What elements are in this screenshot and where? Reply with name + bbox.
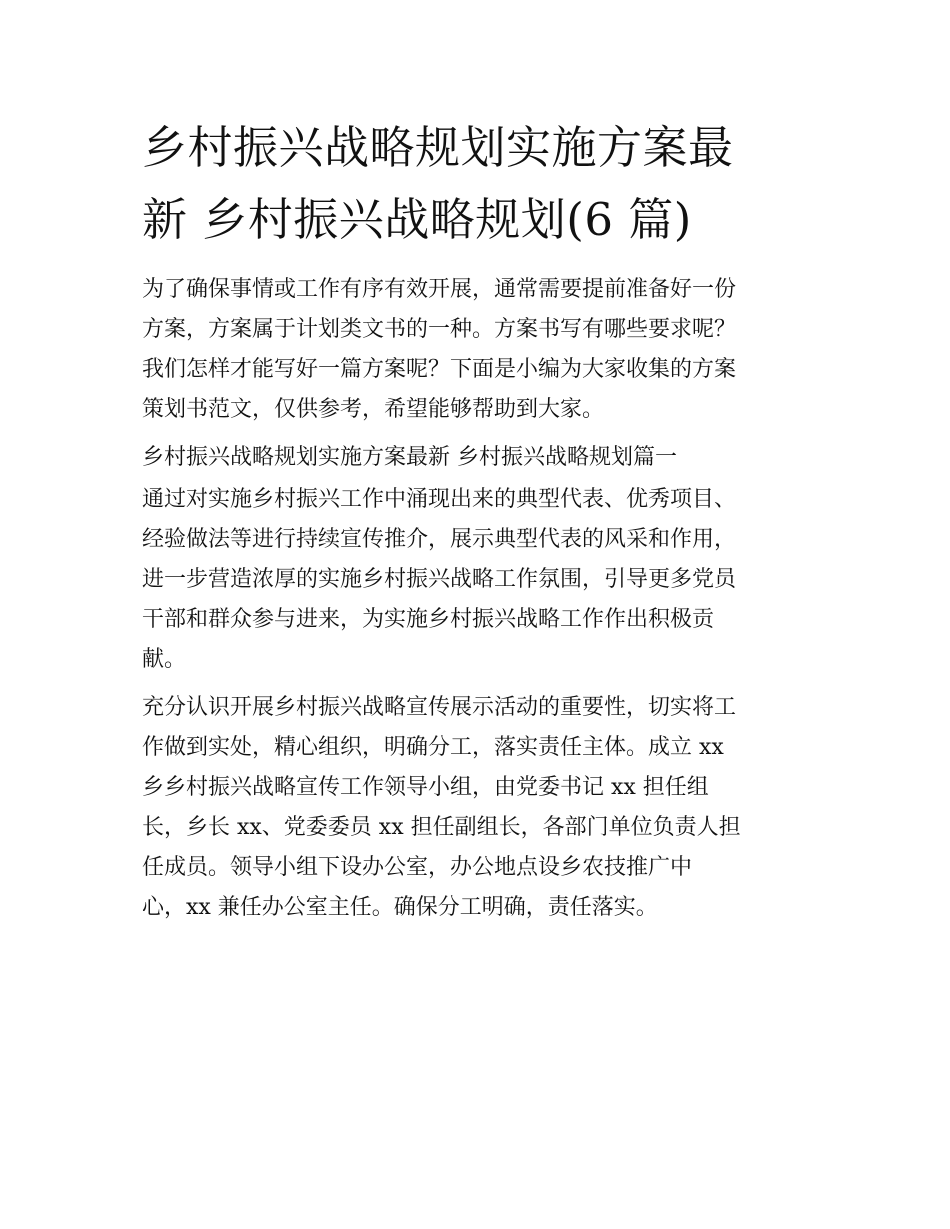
paragraph-1-line: 进一步营造浓厚的实施乡村振兴战略工作氛围，引导更多党员 (142, 567, 737, 592)
document-title (142, 112, 814, 256)
paragraph-1 (142, 480, 814, 680)
intro-line: 我们怎样才能写好一篇方案呢？下面是小编为大家收集的方案 (142, 357, 737, 382)
title-line-1: 乡村振兴战略规划实施方案最 (142, 121, 734, 174)
intro-line: 方案，方案属于计划类文书的一种。方案书写有哪些要求呢？ (142, 317, 737, 342)
paragraph-2 (142, 688, 814, 928)
paragraph-2-line: 充分认识开展乡村振兴战略宣传展示活动的重要性，切实将工 (142, 695, 737, 720)
intro-line: 策划书范文，仅供参考，希望能够帮助到大家。 (142, 397, 605, 422)
intro-paragraph (142, 270, 814, 430)
paragraph-1-line: 通过对实施乡村振兴工作中涌现出来的典型代表、优秀项目、 (142, 487, 737, 512)
section-heading: 乡村振兴战略规划实施方案最新 乡村振兴战略规划篇一 (142, 445, 677, 470)
title-line-2: 新 乡村振兴战略规划(6 篇) (142, 193, 692, 246)
paragraph-2-line: 心，xx 兼任办公室主任。确保分工明确，责任落实。 (142, 895, 658, 920)
paragraph-2-line: 长，乡长 xx、党委委员 xx 担任副组长，各部门单位负责人担 (142, 815, 741, 840)
paragraph-1-line: 献。 (142, 647, 187, 672)
document-content (142, 112, 814, 936)
intro-line: 为了确保事情或工作有序有效开展，通常需要提前准备好一份 (142, 277, 737, 302)
paragraph-1-line: 经验做法等进行持续宣传推介，展示典型代表的风采和作用， (142, 527, 737, 552)
paragraph-1-line: 干部和群众参与进来，为实施乡村振兴战略工作作出积极贡 (142, 607, 715, 632)
paragraph-2-line: 乡乡村振兴战略宣传工作领导小组，由党委书记 xx 担任组 (142, 775, 709, 800)
document-body (142, 270, 814, 928)
paragraph-2-line: 作做到实处，精心组织，明确分工，落实责任主体。成立 xx (142, 735, 724, 760)
paragraph-2-line: 任成员。领导小组下设办公室，办公地点设乡农技推广中 (142, 855, 693, 880)
